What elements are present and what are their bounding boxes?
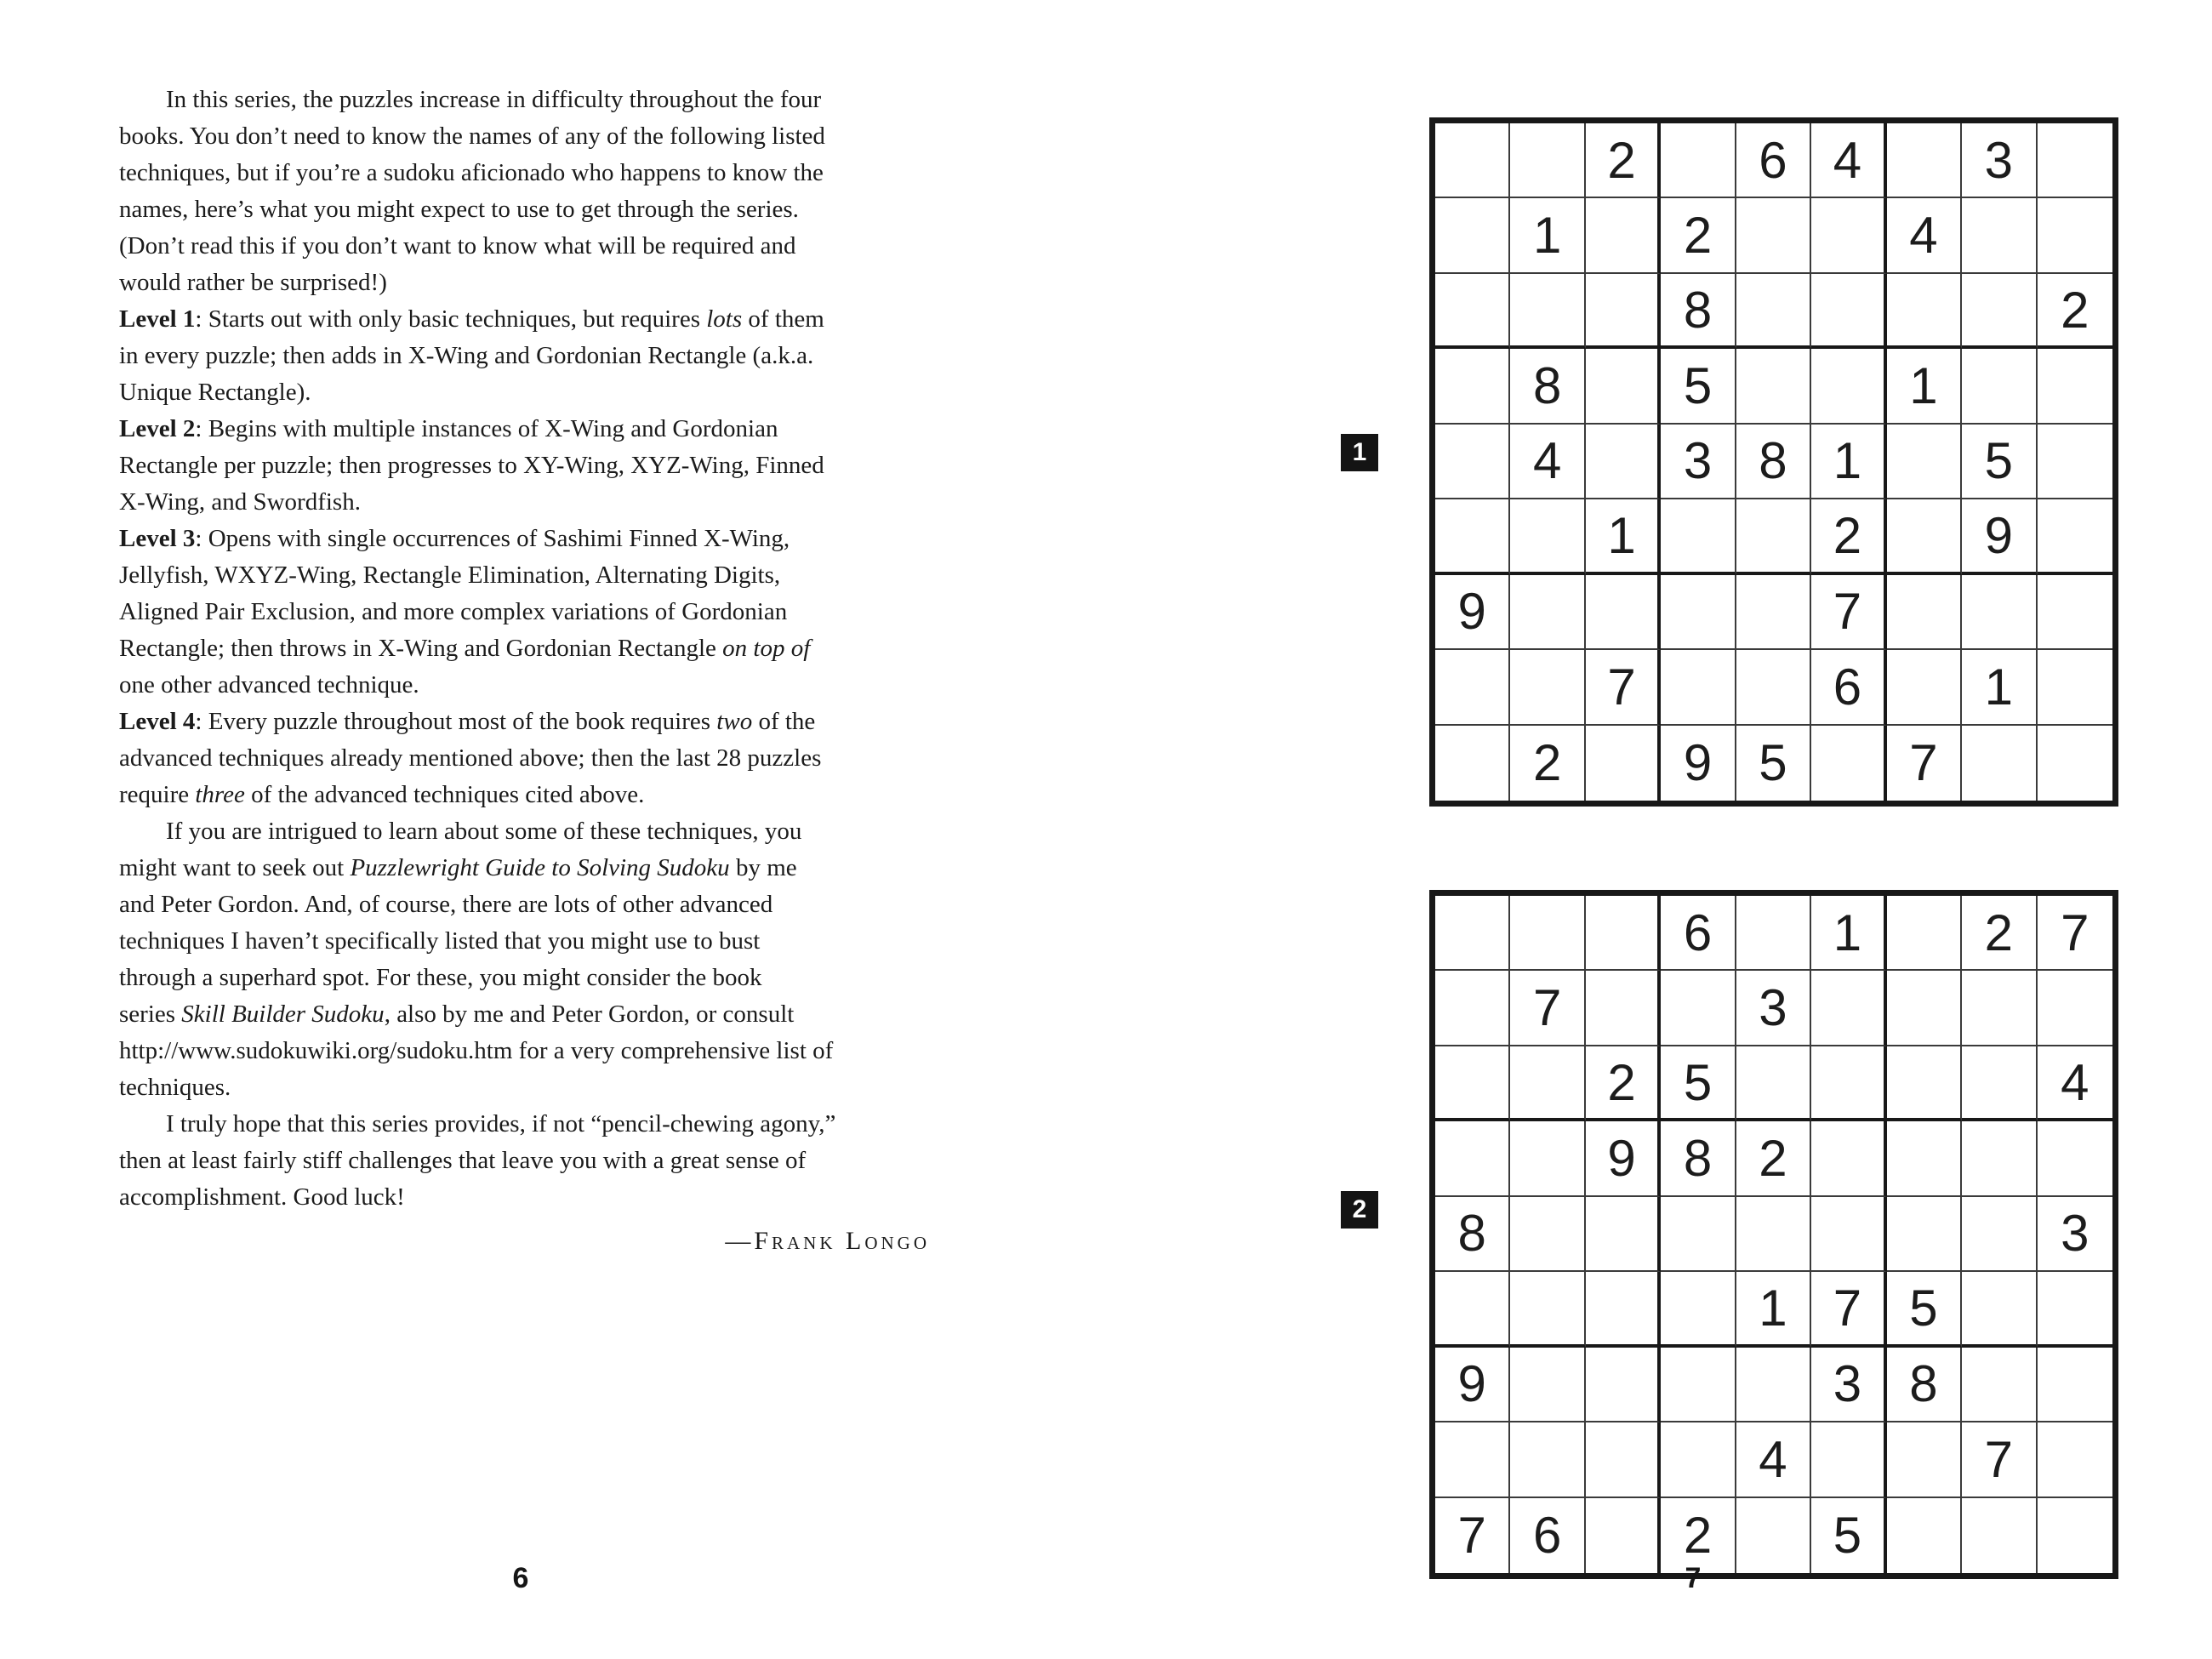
- sudoku-cell: [1887, 123, 1962, 198]
- sudoku-cell: [1510, 499, 1585, 574]
- sudoku-cell: [1510, 1121, 1585, 1196]
- sudoku-cell: 1: [1586, 499, 1661, 574]
- sudoku-cell: 2: [1586, 1046, 1661, 1121]
- sudoku-cell: [1510, 896, 1585, 971]
- sudoku-cell: 8: [1736, 425, 1811, 499]
- sudoku-cell: [1586, 425, 1661, 499]
- sudoku-cell: 7: [2038, 896, 2112, 971]
- sudoku-cell: [1887, 575, 1962, 650]
- level-2-paragraph: Level 2: Begins with multiple instances of X-Wing and Gordonian Rectangle per puzzle; then progresses to XY-Wing, XYZ-Wing, Finned X-Wing, and Swordfish.: [119, 415, 824, 516]
- sudoku-cell: [1586, 198, 1661, 273]
- sudoku-cell: [1435, 896, 1510, 971]
- sudoku-cell: [2038, 499, 2112, 574]
- sudoku-cell: [2038, 123, 2112, 198]
- sudoku-cell: [2038, 349, 2112, 424]
- sudoku-cell: [1962, 971, 2037, 1046]
- sudoku-cell: [1586, 1348, 1661, 1422]
- sudoku-cell: [1510, 274, 1585, 349]
- sudoku-cell: [1811, 349, 1886, 424]
- sudoku-cell: [1736, 896, 1811, 971]
- sudoku-cell: 8: [1510, 349, 1585, 424]
- sudoku-cell: [1736, 1046, 1811, 1121]
- sudoku-cell: [1586, 1498, 1661, 1573]
- sudoku-cell: [1510, 1272, 1585, 1347]
- sudoku-cell: 7: [1510, 971, 1585, 1046]
- sudoku-cell: [1887, 1046, 1962, 1121]
- sudoku-cell: [2038, 726, 2112, 801]
- sudoku-cell: [1811, 1121, 1886, 1196]
- sudoku-cell: [1736, 1197, 1811, 1272]
- sudoku-cell: 5: [1887, 1272, 1962, 1347]
- sudoku-cell: [1661, 1197, 1736, 1272]
- sudoku-cell: [1510, 1046, 1585, 1121]
- sudoku-cell: 9: [1435, 575, 1510, 650]
- sudoku-cell: [1510, 1422, 1585, 1497]
- sudoku-cell: [1661, 1422, 1736, 1497]
- sudoku-cell: 5: [1661, 1046, 1736, 1121]
- sudoku-cell: 6: [1510, 1498, 1585, 1573]
- sudoku-cell: [1661, 971, 1736, 1046]
- sudoku-cell: 8: [1661, 1121, 1736, 1196]
- sudoku-cell: 9: [1962, 499, 2037, 574]
- sudoku-cell: [1887, 650, 1962, 725]
- sudoku-cell: [1435, 971, 1510, 1046]
- sudoku-cell: [2038, 1272, 2112, 1347]
- sudoku-cell: [1811, 198, 1886, 273]
- sudoku-cell: 8: [1435, 1197, 1510, 1272]
- sudoku-cell: 1: [1510, 198, 1585, 273]
- sudoku-cell: [2038, 575, 2112, 650]
- sudoku-cell: 3: [1962, 123, 2037, 198]
- sudoku-cell: [1962, 274, 2037, 349]
- sudoku-cell: [1962, 198, 2037, 273]
- sudoku-cell: 6: [1736, 123, 1811, 198]
- sudoku-cell: [1887, 1422, 1962, 1497]
- sudoku-cell: [1736, 349, 1811, 424]
- sudoku-cell: 9: [1661, 726, 1736, 801]
- sudoku-cell: [1586, 575, 1661, 650]
- sudoku-cell: 2: [1661, 1498, 1736, 1573]
- sudoku-cell: [1962, 349, 2037, 424]
- sudoku-cell: [1887, 1121, 1962, 1196]
- sudoku-cell: [2038, 1422, 2112, 1497]
- outro-paragraph-2: I truly hope that this series provides, if not “pencil-chewing agony,” then at least fairly stiff challenges that leave you with a great sense of accomplishment. Good luck!: [119, 1110, 836, 1211]
- sudoku-cell: 4: [1510, 425, 1585, 499]
- sudoku-cell: 5: [1962, 425, 2037, 499]
- sudoku-cell: [1586, 1272, 1661, 1347]
- sudoku-cell: 6: [1661, 896, 1736, 971]
- sudoku-cell: 6: [1811, 650, 1886, 725]
- sudoku-cell: [1736, 198, 1811, 273]
- sudoku-cell: [1510, 1348, 1585, 1422]
- sudoku-cell: 4: [1811, 123, 1886, 198]
- sudoku-cell: [1435, 198, 1510, 273]
- puzzle-1-label: 1: [1341, 434, 1378, 471]
- level-3-paragraph: Level 3: Opens with single occurrences of Sashimi Finned X-Wing, Jellyfish, WXYZ-Wing, Rectangle Elimination, Alternating Digits, Aligned Pair Exclusion, and more complex variations of Gordonian Rectangle; then throws in X-Wing and Gordonian Rectangle on top of one other advanced technique.: [119, 525, 811, 698]
- page-number-left: 6: [512, 1562, 529, 1594]
- sudoku-cell: [1811, 1197, 1886, 1272]
- sudoku-cell: [1962, 1121, 2037, 1196]
- sudoku-cell: 7: [1586, 650, 1661, 725]
- page-7: [1106, 0, 2212, 1659]
- sudoku-cell: [1736, 274, 1811, 349]
- sudoku-cell: 2: [1736, 1121, 1811, 1196]
- sudoku-cell: [1435, 499, 1510, 574]
- sudoku-cell: 2: [1811, 499, 1886, 574]
- sudoku-cell: [1887, 1498, 1962, 1573]
- sudoku-cell: [1435, 1046, 1510, 1121]
- sudoku-cell: 4: [1887, 198, 1962, 273]
- sudoku-cell: [1435, 650, 1510, 725]
- sudoku-cell: 2: [1661, 198, 1736, 273]
- sudoku-cell: [1435, 123, 1510, 198]
- sudoku-cell: [1962, 1348, 2037, 1422]
- sudoku-cell: [1736, 1498, 1811, 1573]
- sudoku-cell: [1586, 971, 1661, 1046]
- sudoku-cell: 1: [1811, 896, 1886, 971]
- sudoku-cell: 9: [1435, 1348, 1510, 1422]
- sudoku-cell: [1736, 499, 1811, 574]
- intro-paragraph: In this series, the puzzles increase in difficulty throughout the four books. You don’t need to know the names of any of the following listed techniques, but if you’re a sudoku aficionado who happens to know the names, here’s what you might expect to use to get through the series. (Don’t read this if you don’t want to know what will be required and would rather be surprised!): [119, 86, 825, 296]
- sudoku-cell: [1887, 971, 1962, 1046]
- sudoku-cell: 3: [1736, 971, 1811, 1046]
- sudoku-cell: [1661, 575, 1736, 650]
- page-number-right: 7: [1685, 1562, 1702, 1594]
- sudoku-cell: [1736, 575, 1811, 650]
- sudoku-cell: [1586, 726, 1661, 801]
- level-1-paragraph: Level 1: Starts out with only basic techniques, but requires lots of them in every puzzle; then adds in X-Wing and Gordonian Rectangle (a.k.a. Unique Rectangle).: [119, 305, 824, 406]
- sudoku-cell: [1887, 499, 1962, 574]
- sudoku-cell: [1661, 1348, 1736, 1422]
- sudoku-cell: [1435, 1121, 1510, 1196]
- sudoku-cell: [1586, 1197, 1661, 1272]
- sudoku-cell: [2038, 971, 2112, 1046]
- sudoku-cell: [1510, 1197, 1585, 1272]
- sudoku-cell: 1: [1811, 425, 1886, 499]
- sudoku-cell: 7: [1887, 726, 1962, 801]
- sudoku-cell: [1435, 274, 1510, 349]
- sudoku-cell: 3: [2038, 1197, 2112, 1272]
- sudoku-cell: [1435, 349, 1510, 424]
- sudoku-cell: [1811, 971, 1886, 1046]
- sudoku-cell: [1736, 1348, 1811, 1422]
- sudoku-cell: [1661, 1272, 1736, 1347]
- sudoku-cell: [1435, 1422, 1510, 1497]
- sudoku-cell: 7: [1435, 1498, 1510, 1573]
- sudoku-cell: [1510, 650, 1585, 725]
- sudoku-cell: 1: [1887, 349, 1962, 424]
- sudoku-cell: [1586, 274, 1661, 349]
- sudoku-cell: [1661, 650, 1736, 725]
- sudoku-cell: [1435, 425, 1510, 499]
- sudoku-grid-1: [1429, 117, 2118, 807]
- sudoku-cell: 2: [2038, 274, 2112, 349]
- sudoku-cell: 2: [1586, 123, 1661, 198]
- sudoku-cell: [2038, 198, 2112, 273]
- sudoku-cell: [1586, 349, 1661, 424]
- sudoku-cell: 5: [1811, 1498, 1886, 1573]
- sudoku-cell: [1435, 1272, 1510, 1347]
- sudoku-cell: [1435, 726, 1510, 801]
- sudoku-cell: [1811, 726, 1886, 801]
- sudoku-cell: [2038, 425, 2112, 499]
- level-4-paragraph: Level 4: Every puzzle throughout most of the book requires two of the advanced techniques already mentioned above; then the last 28 puzzles require three of the advanced techniques cited above.: [119, 708, 822, 808]
- sudoku-cell: [2038, 1348, 2112, 1422]
- sudoku-cell: [1962, 1046, 2037, 1121]
- sudoku-cell: [1586, 1422, 1661, 1497]
- outro-paragraph-1: If you are intrigued to learn about some of these techniques, you might want to seek out Puzzlewright Guide to Solving Sudoku by me and Peter Gordon. And, of course, there are lots of other advanced techniques I haven’t specifically listed that you might use to bust through a superhard spot. For these, you might consider the book series Skill Builder Sudoku, also by me and Peter Gordon, or consult http://www.sudokuwiki.org/sudoku.htm for a very comprehensive list of techniques.: [119, 818, 834, 1101]
- sudoku-cell: 8: [1887, 1348, 1962, 1422]
- sudoku-grid-2: [1429, 890, 2118, 1579]
- sudoku-cell: [1887, 425, 1962, 499]
- sudoku-cell: 4: [1736, 1422, 1811, 1497]
- intro-text-column: [119, 82, 1097, 1259]
- sudoku-cell: [2038, 650, 2112, 725]
- sudoku-cell: [1962, 1498, 2037, 1573]
- sudoku-cell: [1962, 1272, 2037, 1347]
- sudoku-cell: 5: [1661, 349, 1736, 424]
- sudoku-cell: [1962, 726, 2037, 801]
- sudoku-cell: [1661, 499, 1736, 574]
- sudoku-cell: 2: [1510, 726, 1585, 801]
- sudoku-cell: [1510, 575, 1585, 650]
- sudoku-cell: 8: [1661, 274, 1736, 349]
- sudoku-cell: [1887, 1197, 1962, 1272]
- sudoku-cell: 1: [1736, 1272, 1811, 1347]
- sudoku-cell: 2: [1962, 896, 2037, 971]
- sudoku-cell: [1736, 650, 1811, 725]
- sudoku-cell: [1887, 274, 1962, 349]
- author-signature: —Frank Longo: [725, 1227, 930, 1255]
- sudoku-cell: [1887, 896, 1962, 971]
- sudoku-cell: [1661, 123, 1736, 198]
- sudoku-cell: 3: [1811, 1348, 1886, 1422]
- sudoku-cell: [1962, 575, 2037, 650]
- sudoku-cell: [1962, 1197, 2037, 1272]
- puzzle-2-label: 2: [1341, 1191, 1378, 1229]
- sudoku-cell: 1: [1962, 650, 2037, 725]
- sudoku-cell: [1510, 123, 1585, 198]
- sudoku-cell: 9: [1586, 1121, 1661, 1196]
- sudoku-cell: 4: [2038, 1046, 2112, 1121]
- sudoku-cell: 7: [1962, 1422, 2037, 1497]
- sudoku-cell: [1811, 1046, 1886, 1121]
- sudoku-cell: [1586, 896, 1661, 971]
- sudoku-cell: [2038, 1121, 2112, 1196]
- sudoku-cell: 7: [1811, 1272, 1886, 1347]
- sudoku-cell: 3: [1661, 425, 1736, 499]
- sudoku-cell: 7: [1811, 575, 1886, 650]
- sudoku-cell: [2038, 1498, 2112, 1573]
- sudoku-cell: [1811, 1422, 1886, 1497]
- sudoku-cell: [1811, 274, 1886, 349]
- sudoku-cell: 5: [1736, 726, 1811, 801]
